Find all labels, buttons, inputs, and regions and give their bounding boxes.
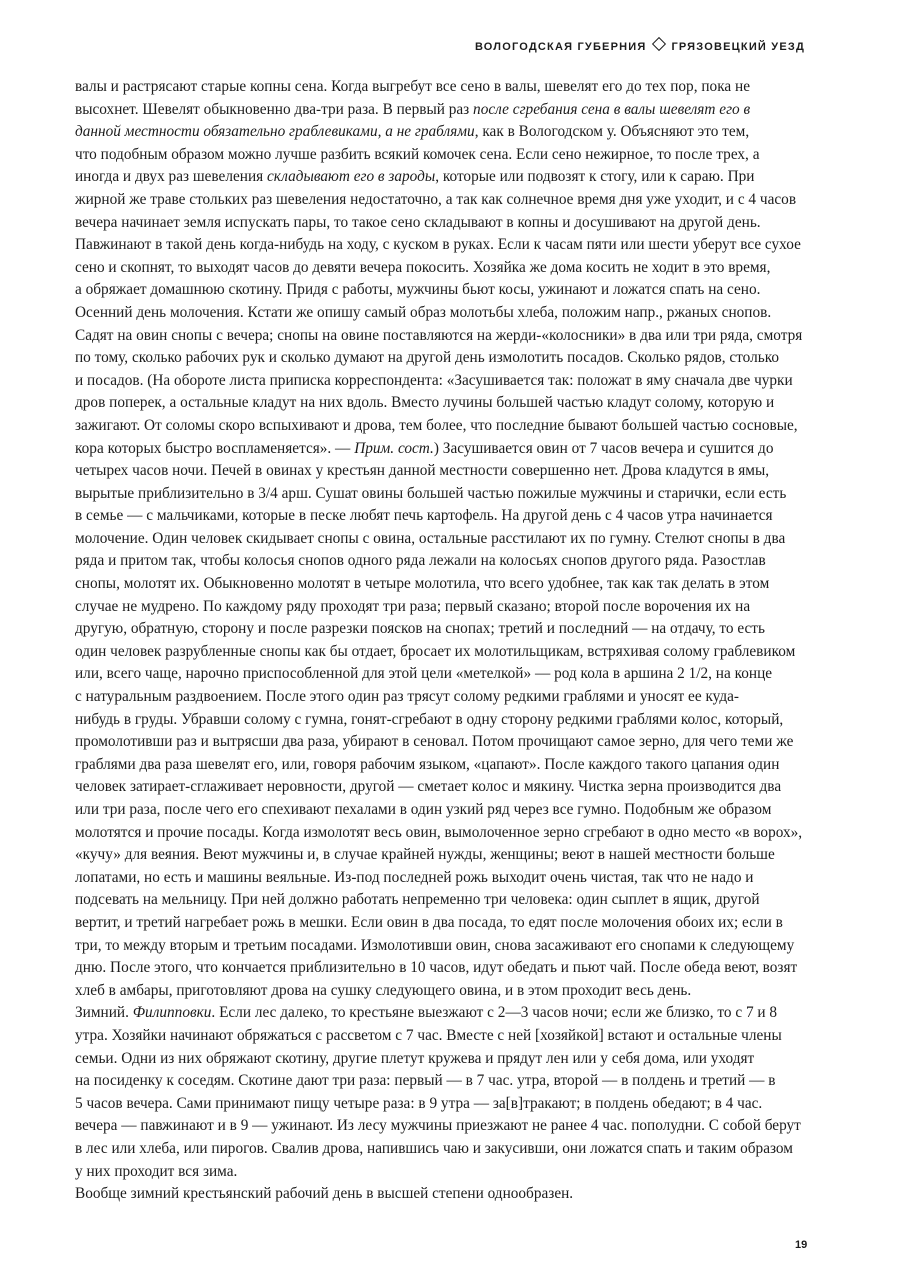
italic-text: складывают его в зароды [267, 168, 436, 186]
text-line [75, 392, 815, 415]
text-segment: у них проходит вся зима. [75, 1162, 238, 1180]
text-segment: ) Засушивается овин от 7 часов вечера и сушится до [433, 439, 774, 457]
text-line [75, 1115, 815, 1138]
text-segment: жирной же траве стольких раз шевеления недостаточно, а так как солнечное время дня уже уходит, и с 4 часов [75, 190, 797, 208]
text-segment: Осенний день молочения. Кстати же опишу самый образ молотьбы хлеба, положим напр., ржаных снопов. [75, 303, 772, 321]
text-line [75, 302, 815, 325]
text-segment: на посиденку к соседям. Скотине дают три раза: первый — в 7 час. утра, второй — в полдень и третий — в [75, 1072, 776, 1090]
text-line [75, 686, 815, 709]
diamond-separator-icon [652, 37, 666, 51]
text-line [75, 1048, 815, 1071]
text-line [75, 935, 815, 958]
text-segment: , как в Вологодском у. Объясняют это тем, [474, 123, 750, 141]
text-segment: подсевать на мельницу. При ней должно работать непременно три человека: один сыплет в ящик, другой [75, 891, 760, 909]
text-segment: в семье — с мальчиками, которые в песке любят печь картофель. На другой день с 4 часов утра начинается [75, 507, 773, 525]
text-line [75, 166, 815, 189]
italic-text: данной местности обязательно граблевиками, а не граблями [75, 123, 475, 141]
text-segment: Павжинают в такой день когда-нибудь на ходу, с куском в руках. Если к часам пяти или шести уберут все сухое [75, 236, 801, 254]
running-header [475, 40, 805, 53]
body-text [75, 76, 815, 1206]
text-line [75, 550, 815, 573]
text-line [75, 867, 815, 890]
text-line [75, 889, 815, 912]
text-line [75, 957, 815, 980]
text-segment: вечера начинает земля испускать пары, то такое сено складывают в копны и досушивают на другой день. [75, 213, 761, 231]
text-segment: в лес или хлеба, или пирогов. Свалив дрова, напившись чаю и закусивши, они ложатся спать и таким образом [75, 1139, 793, 1157]
text-line [75, 415, 815, 438]
text-segment: четырех часов ночи. Печей в овинах у крестьян данной местности совершенно нет. Дрова кладутся в ямы, [75, 462, 770, 480]
text-segment: дню. После этого, что кончается приблизительно в 10 часов, идут обедать и пьют чай. После обеда веют, возят [75, 959, 798, 977]
text-segment: валы и растрясают старые копны сена. Когда выгребут все сено в валы, шевелят его до тех пор, пока не [75, 78, 750, 95]
text-segment: 5 часов вечера. Сами принимают пищу четыре раза: в 9 утра — за[в]тракают; в полдень обедают; в 4 час. [75, 1094, 763, 1112]
text-segment: утра. Хозяйки начинают обряжаться с рассветом с 7 час. Вместе с ней [хозяйкой] встают и остальные члены [75, 1026, 782, 1044]
text-segment: хлеб в амбары, приготовляют дрова на сушку следующего овина, и в этом проходит весь день. [75, 981, 692, 999]
text-segment: и посадов. (На обороте листа приписка корреспондента: «Засушивается так: положат в яму сначала две чурки [75, 371, 793, 389]
text-segment: иногда и двух раз шевеления [75, 168, 267, 186]
text-line [75, 212, 815, 235]
text-segment: дров поперек, а остальные кладут на них вдоль. Вместо лучины большей частью кладут солому, которую и [75, 394, 775, 412]
header-province: ВОЛОГОДСКАЯ ГУБЕРНИЯ [474, 41, 647, 53]
text-line [75, 144, 815, 167]
text-segment: молочение. Один человек скидывает снопы с овина, остальные расстилают их по гумну. Стелют снопы в два [75, 529, 786, 547]
text-line [75, 618, 815, 641]
text-line [75, 596, 815, 619]
italic-text: Прим. сост. [354, 439, 434, 457]
text-line [75, 1070, 815, 1093]
text-segment: три, то между вторым и третьим посадами. Измолотивши овин, снова засаживают его снопами к следующему [75, 936, 795, 954]
text-segment: вертит, и третий нагребает рожь в мешки. Если овин в два посада, то едят после молочения обоих их; если в [75, 913, 783, 931]
text-segment: человек затирает-сглаживает неровности, другой — сметает колос и мякину. Чистка зерна производится два [75, 778, 782, 796]
text-line [75, 1183, 815, 1206]
text-segment: Зимний. [75, 1004, 133, 1022]
text-line [75, 799, 815, 822]
text-segment: молотятся и прочие посады. Когда измолотят весь овин, вымолоченное зерно сгребают в одно место «в ворох», [75, 823, 803, 841]
text-line [75, 844, 815, 867]
text-line [75, 370, 815, 393]
text-segment: кора которых быстро воспламеняется». — [75, 439, 355, 457]
text-line [75, 663, 815, 686]
text-line [75, 641, 815, 664]
text-segment: снопы, молотят их. Обыкновенно молотят в четыре молотила, что всего удобнее, так как так делать в этом [75, 575, 770, 593]
text-segment: а обряжает домашнюю скотину. Придя с работы, мужчины бьют косы, ужинают и ложатся спать на сено. [75, 281, 761, 299]
text-segment: случае не мудрено. По каждому ряду проходят три раза; первый сказано; второй после ворочения их на [75, 597, 751, 615]
text-segment: , которые или подвозят к стогу, или к сараю. При [435, 168, 755, 186]
text-line [75, 347, 815, 370]
italic-text: после сгребания сена в валы шевелят его в [473, 100, 751, 118]
text-line [75, 325, 815, 348]
text-line [75, 731, 815, 754]
text-segment: семьи. Одни из них обряжают скотину, другие плетут кружева и прядут лен или у себя дома, или уходят [75, 1049, 755, 1067]
text-line [75, 279, 815, 302]
text-segment: «кучу» для веяния. Веют мужчины и, в случае крайней нужды, женщины; веют в нашей местности больше [75, 846, 775, 864]
text-line [75, 1025, 815, 1048]
italic-text: Филипповки [132, 1004, 212, 1022]
header-district: ГРЯЗОВЕЦКИЙ УЕЗД [671, 41, 805, 53]
text-segment: ряда и притом так, чтобы колосья снопов одного ряда лежали на колосьях снопов другого ряда. Разостлав [75, 552, 766, 570]
text-segment: вырытые приблизительно в 3/4 арш. Сушат овины большей частью пожилые мужчины и старички, если есть [75, 484, 787, 502]
text-line [75, 822, 815, 845]
text-segment: граблями два раза шевелят его, или, говоря рабочим языком, «цапают». После каждого такого цапания один [75, 755, 780, 773]
text-segment: высохнет. Шевелят обыкновенно два-три раза. В первый раз [75, 100, 474, 118]
text-segment: вечера — павжинают и в 9 — ужинают. Из лесу мужчины приезжают не ранее 4 час. пополудни. С собой берут [75, 1117, 801, 1135]
text-line [75, 1138, 815, 1161]
text-line [75, 438, 815, 461]
page-number: 19 [795, 1239, 808, 1251]
text-line [75, 189, 815, 212]
text-segment: Вообще зимний крестьянский рабочий день в высшей степени однообразен. [75, 1185, 574, 1203]
text-line [75, 528, 815, 551]
text-segment: что подобным образом можно лучше разбить всякий комочек сена. Если сено нежирное, то после трех, а [75, 145, 760, 163]
text-line [75, 460, 815, 483]
text-segment: зажигают. От соломы скоро вспыхивают и дрова, тем более, что последние бывают большей частью сосновые, [75, 416, 798, 434]
text-segment: другую, обратную, сторону и после разрезки поясков на снопах; третий и последний — на отдачу, то есть [75, 620, 765, 638]
text-segment: лопатами, но есть и машины веяльные. Из-под последней рожь выходит очень чистая, так что не надо и [75, 868, 754, 886]
text-segment: один человек разрубленные снопы как бы отдает, бросает их молотильщикам, встряхивая солому граблевиком [75, 642, 796, 660]
text-line [75, 776, 815, 799]
text-segment: промолотивши раз и вытрясши два раза, убирают в сеновал. Потом прочищают самое зерно, для чего теми же [75, 733, 794, 751]
text-line [75, 912, 815, 935]
text-line [75, 709, 815, 732]
text-segment: по тому, сколько рабочих рук и сколько думают на другой день измолотить посадов. Сколько рядов, столько [75, 349, 780, 367]
text-line [75, 99, 815, 122]
text-segment: или три раза, после чего его спехивают пехалами в один узкий ряд через все гумно. Подобным же образом [75, 801, 772, 818]
text-line [75, 1161, 815, 1184]
text-segment: с натуральным раздвоением. После этого один раз трясут солому редкими граблями и уносят ее куда- [75, 688, 740, 706]
text-line [75, 1002, 815, 1025]
text-line [75, 483, 815, 506]
text-line [75, 505, 815, 528]
text-line [75, 257, 815, 280]
text-segment: Садят на овин снопы с вечера; снопы на овине поставляются на жерди-«колосники» в два или три ряда, смотря [75, 326, 803, 344]
text-segment: . Если лес далеко, то крестьяне выезжают с 2—3 часов ночи; если же близко, то с 7 и 8 [211, 1004, 778, 1022]
text-line [75, 980, 815, 1003]
text-line [75, 754, 815, 777]
text-segment: нибудь в груды. Убравши солому с гумна, гонят-сгребают в одну сторону редкими граблями колос, который, [75, 710, 784, 728]
text-segment: или, всего чаще, нарочно приспособленной для этой цели «метелкой» — род кола в аршина 2 1/2, на конце [75, 665, 773, 683]
text-segment: сено и скопнят, то выходят часов до девяти вечера покосить. Хозяйка же дома косить не ходит в это время, [75, 258, 771, 276]
text-line [75, 234, 815, 257]
text-line [75, 573, 815, 596]
text-line [75, 121, 815, 144]
text-line [75, 76, 815, 99]
text-line [75, 1093, 815, 1116]
